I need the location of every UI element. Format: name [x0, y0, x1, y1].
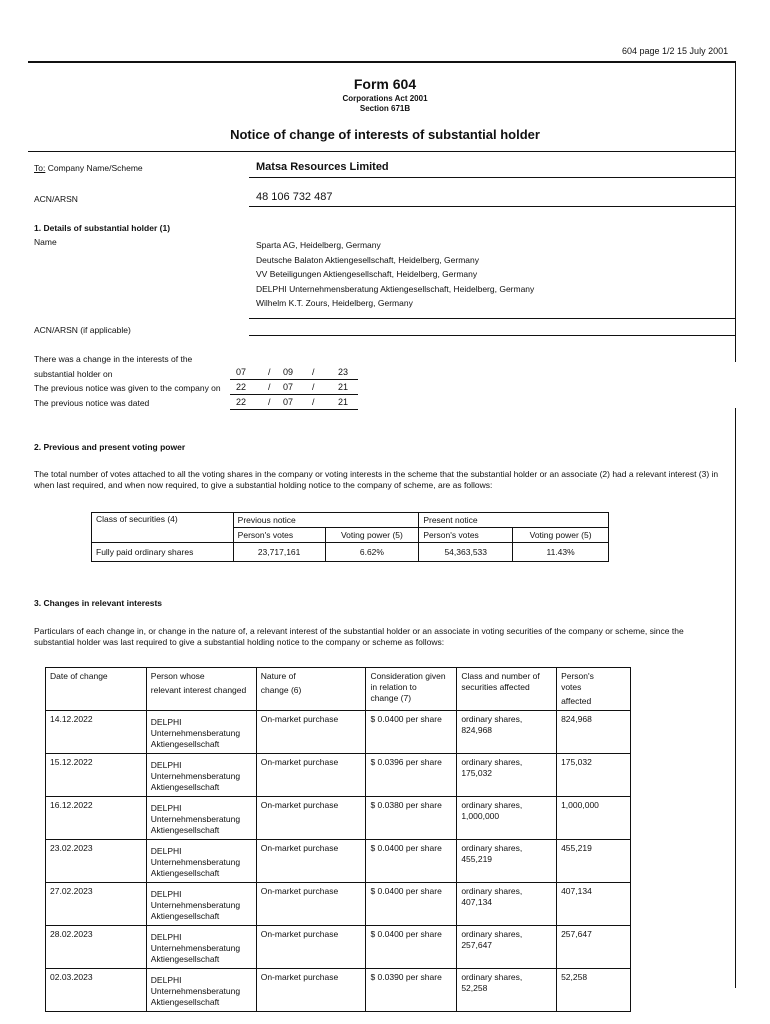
changes-table: [45, 667, 631, 1012]
date-cell-text: 02.03.2023: [50, 972, 93, 982]
person-cell: [146, 883, 256, 926]
class-number-cell-text: 455,219: [461, 854, 493, 864]
votes-cell: [557, 926, 631, 969]
votes-cell-text: 175,032: [561, 757, 592, 767]
acn-line: [249, 206, 736, 207]
date-slash: /: [312, 382, 315, 392]
consideration-cell: [366, 840, 457, 883]
change-label-line2: substantial holder on: [34, 369, 113, 379]
class-number-cell-text: ordinary shares,: [461, 843, 523, 853]
table-row: [46, 883, 631, 926]
prev-dated-year: 21: [338, 397, 349, 407]
person-cell-text: Aktiengesellschaft: [150, 782, 220, 792]
votes-cell-text: 407,134: [561, 886, 592, 896]
class-number-cell: [457, 969, 557, 1012]
date-cell-text: 15.12.2022: [50, 757, 93, 767]
votes-cell: [557, 797, 631, 840]
company-name: Matsa Resources Limited: [256, 161, 389, 173]
votes-cell: [557, 754, 631, 797]
class-header: Class of securities (4): [92, 513, 234, 543]
consideration-header-line: change (7): [370, 693, 412, 703]
date-line: [230, 409, 358, 410]
date-cell-text: 16.12.2022: [50, 800, 93, 810]
person-cell-text: DELPHI: [150, 846, 182, 856]
nature-cell-text: On-market purchase: [260, 714, 339, 724]
consideration-header: [366, 668, 457, 711]
person-cell: [146, 711, 256, 754]
consideration-cell: [366, 711, 457, 754]
class-number-cell: [457, 754, 557, 797]
class-number-cell-text: ordinary shares,: [461, 972, 523, 982]
holder-name: VV Beteiligungen Aktiengesellschaft, Heidelberg, Germany: [256, 269, 478, 279]
table-row: [46, 797, 631, 840]
present-notice-header: Present notice: [419, 513, 609, 528]
consideration-cell: [366, 883, 457, 926]
table-row: [46, 840, 631, 883]
nature-cell-text: On-market purchase: [260, 843, 339, 853]
class-number-cell: [457, 711, 557, 754]
company-name-line: [249, 177, 736, 178]
prev-given-month: 07: [283, 382, 294, 392]
name-label: Name: [34, 237, 57, 247]
nature-cell: [256, 969, 366, 1012]
date-cell: [46, 883, 147, 926]
prev-given-label: The previous notice was given to the company on: [34, 383, 221, 393]
class-number-cell: [457, 797, 557, 840]
right-border-line-lower: [735, 408, 736, 988]
change-label-line1: There was a change in the interests of the: [34, 354, 193, 364]
changes-header-row: [46, 668, 631, 711]
table-row: [46, 711, 631, 754]
person-cell-text: Aktiengesellschaft: [150, 868, 220, 878]
class-number-cell: [457, 840, 557, 883]
nature-cell-text: On-market purchase: [260, 800, 339, 810]
class-number-cell: [457, 926, 557, 969]
person-cell-text: DELPHI: [150, 975, 182, 985]
class-number-cell-text: ordinary shares,: [461, 757, 523, 767]
class-number-cell-text: 407,134: [461, 897, 493, 907]
date-slash: /: [312, 397, 315, 407]
nature-cell-text: On-market purchase: [260, 972, 339, 982]
votes-cell: [557, 883, 631, 926]
nature-cell: [256, 711, 366, 754]
class-number-cell-text: ordinary shares,: [461, 800, 523, 810]
person-cell: [146, 754, 256, 797]
person-cell-text: DELPHI: [150, 760, 182, 770]
date-cell: [46, 926, 147, 969]
nature-cell-text: On-market purchase: [260, 929, 339, 939]
pres-votes-header: Person's votes: [419, 528, 513, 543]
votes-header-line: votes: [561, 682, 582, 692]
previous-notice-header: Previous notice: [233, 513, 419, 528]
votes-cell-text: 1,000,000: [561, 800, 599, 810]
class-cell: Fully paid ordinary shares: [92, 543, 234, 562]
table-row: [92, 543, 609, 562]
consideration-cell: [366, 797, 457, 840]
acn-value: 48 106 732 487: [256, 191, 333, 203]
date-cell: [46, 711, 147, 754]
consideration-header-line: Consideration given: [370, 671, 446, 681]
date-cell-text: 28.02.2023: [50, 929, 93, 939]
person-cell-text: Aktiengesellschaft: [150, 997, 220, 1007]
person-cell-text: Unternehmensberatung: [150, 771, 241, 781]
person-cell-text: Aktiengesellschaft: [150, 739, 220, 749]
date-header-text: Date of change: [50, 671, 108, 681]
to-company-label: [34, 163, 143, 173]
person-cell-text: Aktiengesellschaft: [150, 911, 220, 921]
class-number-cell-text: 824,968: [461, 725, 493, 735]
consideration-cell: [366, 969, 457, 1012]
nature-header: [256, 668, 366, 711]
nature-cell-text: On-market purchase: [260, 757, 339, 767]
pres-power-cell: 11.43%: [513, 543, 609, 562]
person-cell-text: DELPHI: [150, 717, 182, 727]
consideration-cell-text: $ 0.0390 per share: [370, 972, 442, 982]
nature-cell: [256, 754, 366, 797]
person-cell-text: DELPHI: [150, 889, 182, 899]
person-cell-text: Aktiengesellschaft: [150, 825, 220, 835]
class-number-cell-text: ordinary shares,: [461, 714, 523, 724]
class-number-cell-text: ordinary shares,: [461, 929, 523, 939]
section-subtitle: Section 671B: [359, 104, 411, 113]
prev-power-header: Voting power (5): [325, 528, 419, 543]
class-number-header: [457, 668, 557, 711]
person-cell: [146, 926, 256, 969]
to-label-rest: Company Name/Scheme: [45, 163, 143, 173]
date-slash: /: [268, 367, 271, 377]
consideration-cell-text: $ 0.0380 per share: [370, 800, 442, 810]
class-header-line: securities affected: [461, 682, 530, 692]
consideration-cell-text: $ 0.0400 per share: [370, 929, 442, 939]
date-line: [230, 394, 358, 395]
votes-cell: [557, 711, 631, 754]
person-cell-text: Aktiengesellschaft: [150, 954, 220, 964]
person-cell-text: DELPHI: [150, 932, 182, 942]
person-header-line: relevant interest changed: [150, 685, 247, 695]
person-cell-text: Unternehmensberatung: [150, 943, 241, 953]
page-header-ref: 604 page 1/2 15 July 2001: [622, 46, 729, 56]
holder-name: Deutsche Balaton Aktiengesellschaft, Heidelberg, Germany: [256, 254, 480, 265]
acn-applicable-line: [249, 335, 736, 336]
change-day: 07: [236, 367, 247, 377]
table-row: [46, 926, 631, 969]
date-header: [46, 668, 147, 711]
change-year: 23: [338, 367, 349, 377]
prev-given-year: 21: [338, 382, 349, 392]
section2-heading: 2. Previous and present voting power: [34, 442, 186, 452]
votes-cell-text: 52,258: [561, 972, 588, 982]
holder-name: DELPHI Unternehmensberatung Aktiengesellschaft, Heidelberg, Germany: [256, 283, 535, 294]
nature-cell: [256, 840, 366, 883]
votes-cell-text: 257,647: [561, 929, 592, 939]
person-cell-text: Unternehmensberatung: [150, 728, 241, 738]
class-number-cell-text: 257,647: [461, 940, 493, 950]
date-slash: /: [268, 397, 271, 407]
consideration-cell-text: $ 0.0400 per share: [370, 843, 442, 853]
section2-paragraph: The total number of votes attached to all the voting shares in the company or voting interests in the scheme that the substantial holder or an associate (2) had a relevant interest (3) in when last required, and when now required, to give a substantial holding notice to the company of scheme, are as follows:: [34, 469, 719, 490]
nature-cell-text: On-market purchase: [260, 886, 339, 896]
date-line: [230, 379, 358, 380]
prev-votes-cell: 23,717,161: [233, 543, 325, 562]
consideration-cell-text: $ 0.0396 per share: [370, 757, 442, 767]
date-cell: [46, 840, 147, 883]
section3-paragraph: Particulars of each change in, or change in the nature of, a relevant interest of the substantial holder or an associate in voting securities of the company or scheme, since the substantial holder was last required to give a substantial holding notice to the company or scheme as follows:: [34, 626, 684, 647]
nature-cell: [256, 797, 366, 840]
class-number-cell-text: 52,258: [461, 983, 488, 993]
votes-cell: [557, 969, 631, 1012]
votes-header-line: affected: [561, 696, 592, 706]
nature-header-line: change (6): [260, 685, 302, 695]
votes-cell: [557, 840, 631, 883]
person-header-line: Person whose: [150, 671, 205, 681]
section3-heading: 3. Changes in relevant interests: [34, 598, 163, 608]
section1-heading: 1. Details of substantial holder (1): [34, 223, 171, 233]
top-rule: [28, 61, 736, 63]
date-cell: [46, 754, 147, 797]
date-cell: [46, 969, 147, 1012]
person-cell: [146, 797, 256, 840]
act-subtitle: Corporations Act 2001: [342, 94, 428, 103]
names-line: [249, 318, 736, 319]
table-row: [46, 969, 631, 1012]
title-rule: [28, 151, 736, 152]
change-month: 09: [283, 367, 294, 377]
form-title: Form 604: [353, 76, 417, 92]
table-header-row: [92, 513, 609, 528]
person-cell: [146, 969, 256, 1012]
class-number-cell-text: 1,000,000: [461, 811, 500, 821]
class-number-cell-text: 175,032: [461, 768, 493, 778]
prev-given-day: 22: [236, 382, 247, 392]
consideration-cell: [366, 926, 457, 969]
date-cell-text: 23.02.2023: [50, 843, 93, 853]
votes-header-line: Person's: [561, 671, 594, 681]
consideration-cell-text: $ 0.0400 per share: [370, 886, 442, 896]
date-cell-text: 14.12.2022: [50, 714, 93, 724]
class-header-line: Class and number of: [461, 671, 540, 681]
prev-dated-day: 22: [236, 397, 247, 407]
holder-names-list: [256, 238, 534, 311]
class-number-cell-text: ordinary shares,: [461, 886, 523, 896]
pres-votes-cell: 54,363,533: [419, 543, 513, 562]
holder-name: Wilhelm K.T. Zours, Heidelberg, Germany: [256, 298, 413, 308]
person-cell-text: Unternehmensberatung: [150, 986, 241, 996]
acn-applicable-label: ACN/ARSN (if applicable): [34, 325, 131, 335]
nature-header-line: Nature of: [260, 671, 296, 681]
prev-dated-label: The previous notice was dated: [34, 398, 150, 408]
votes-cell-text: 824,968: [561, 714, 592, 724]
to-label: To:: [34, 163, 46, 173]
class-number-cell: [457, 883, 557, 926]
date-slash: /: [312, 367, 315, 377]
acn-label: ACN/ARSN: [34, 194, 78, 204]
nature-cell: [256, 926, 366, 969]
nature-cell: [256, 883, 366, 926]
date-cell: [46, 797, 147, 840]
person-cell-text: Unternehmensberatung: [150, 857, 241, 867]
holder-name: Sparta AG, Heidelberg, Germany: [256, 240, 381, 250]
prev-dated-month: 07: [283, 397, 294, 407]
pres-power-header: Voting power (5): [513, 528, 609, 543]
votes-header: [557, 668, 631, 711]
person-cell-text: Unternehmensberatung: [150, 814, 241, 824]
person-cell-text: Unternehmensberatung: [150, 900, 241, 910]
voting-power-table: [91, 512, 609, 562]
person-cell-text: DELPHI: [150, 803, 182, 813]
person-cell: [146, 840, 256, 883]
prev-power-cell: 6.62%: [325, 543, 419, 562]
consideration-cell: [366, 754, 457, 797]
person-header: [146, 668, 256, 711]
consideration-cell-text: $ 0.0400 per share: [370, 714, 442, 724]
consideration-header-line: in relation to: [370, 682, 417, 692]
notice-title: Notice of change of interests of substantial holder: [230, 127, 540, 142]
prev-votes-header: Person's votes: [233, 528, 325, 543]
date-slash: /: [268, 382, 271, 392]
date-cell-text: 27.02.2023: [50, 886, 93, 896]
table-row: [46, 754, 631, 797]
votes-cell-text: 455,219: [561, 843, 592, 853]
